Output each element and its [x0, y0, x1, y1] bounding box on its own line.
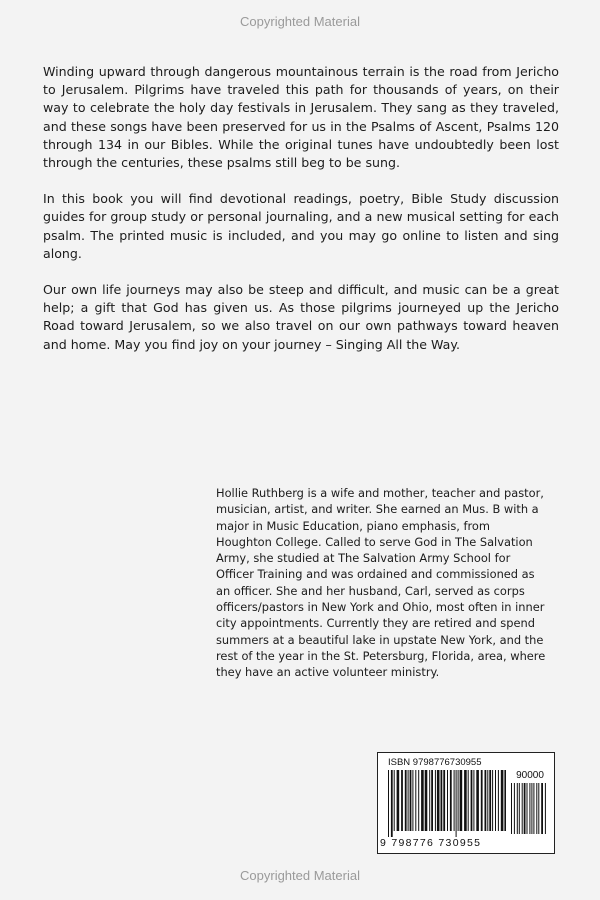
barcode-bar — [481, 770, 483, 831]
author-bio: Hollie Ruthberg is a wife and mother, teacher and pastor, musician, artist, and writer. She earned an Mus. B with a major in Music Education, piano emphasis, from Houghton College. Called to serve God in The Salvation Army, she studied at The Salvation Army School for Officer Training and was ordained and commissioned as an officer. She and her husband, Carl, served as corps officers/pastors in New York and Ohio, most often in inner city appointments. Currently they are retired and spend summers at a beautiful lake in upstate New York, and the rest of the year in the St. Petersburg, Florida, area, where they have an active volunteer ministry. — [216, 486, 546, 680]
blurb-paragraph: Winding upward through dangerous mountainous terrain is the road from Jericho to Jerusalem. Pilgrims have traveled this path for thousands of years, on their way to celebrate the holy day festivals in Jerusalem. They sang as they traveled, and these songs have been preserved for us in the Psalms of Ascent, Psalms 120 through 134 in our Bibles. While the original tunes have undoubtedly been lost through the centuries, these psalms still beg to be sung. — [43, 64, 559, 171]
barcode-bar — [517, 783, 518, 834]
barcode-bar — [529, 783, 530, 834]
barcode-bar — [425, 770, 428, 831]
barcode-bar — [536, 783, 537, 834]
barcode-bar — [388, 770, 389, 837]
blurb-paragraph: Our own life journeys may also be steep and difficult, and music can be a great help; a gift that God has given us. As those pilgrims journeyed up the Jericho Road toward Jerusalem, so we also travel on our own pathways toward heaven and home. May you find joy on your journey – Singing All the Way. — [43, 282, 559, 352]
price-addon-number: 90000 — [516, 770, 544, 781]
barcode-bar — [519, 783, 520, 834]
barcode-bar — [476, 770, 479, 831]
barcode-bar — [541, 783, 543, 834]
barcode-bar — [456, 770, 457, 837]
isbn-label: ISBN 9798776730955 — [388, 757, 482, 768]
barcode-bar — [415, 770, 416, 831]
barcode-bar — [450, 770, 452, 831]
barcode-bar — [485, 770, 487, 831]
barcode-bar — [460, 770, 463, 831]
barcode-bar — [504, 770, 506, 831]
barcode-bar — [408, 770, 409, 831]
barcode-bar — [531, 783, 532, 834]
barcode-bar — [471, 770, 473, 831]
barcode-bar — [514, 783, 515, 834]
barcode-bar — [443, 770, 445, 831]
barcode-bar — [441, 770, 443, 831]
blurb-paragraph: In this book you will find devotional readings, poetry, Bible Study discussion guides for group study or personal journaling, and a new musical setting for each psalm. The printed music is included, and you may go online to listen and sing along. — [43, 191, 559, 261]
barcode-bar — [405, 770, 407, 831]
barcode-bar — [458, 770, 459, 831]
barcode-bar — [418, 770, 419, 831]
barcode-bar — [435, 770, 436, 831]
barcode-bar — [468, 770, 469, 831]
barcode-bar — [527, 783, 528, 834]
barcode-bar — [401, 770, 403, 831]
barcode-bar — [437, 770, 440, 831]
barcode-bar — [421, 770, 424, 831]
barcode-bar — [538, 783, 539, 834]
barcode-bar — [429, 770, 430, 831]
barcode-bar — [511, 783, 512, 834]
barcode-bar — [410, 770, 412, 831]
barcode-bar — [522, 783, 523, 834]
barcode-bar — [489, 770, 491, 831]
barcode-bar — [501, 770, 504, 831]
barcode-bar — [397, 770, 400, 831]
copyright-banner-top: Copyrighted Material — [240, 14, 360, 29]
barcode-bar — [487, 770, 488, 831]
back-cover-blurb — [43, 63, 559, 372]
barcode-bar — [498, 770, 499, 831]
barcode-digits: 9 798776 730955 — [380, 837, 482, 849]
copyright-banner-bottom: Copyrighted Material — [240, 868, 360, 883]
isbn-barcode — [377, 752, 555, 854]
barcode-bar — [431, 770, 433, 831]
barcode-bar — [454, 770, 455, 831]
barcode-bar — [492, 770, 493, 831]
barcode-bar — [473, 770, 474, 831]
barcode-bar — [447, 770, 448, 831]
barcode-bar — [464, 770, 467, 831]
barcode-bar — [524, 783, 526, 834]
barcode-bars — [388, 770, 508, 837]
barcode-bar — [391, 770, 393, 837]
addon-barcode-bars — [511, 783, 549, 840]
barcode-bar — [545, 783, 546, 834]
barcode-bar — [412, 770, 413, 831]
barcode-bar — [394, 770, 395, 831]
barcode-bar — [495, 770, 496, 831]
barcode-bar — [533, 783, 534, 834]
